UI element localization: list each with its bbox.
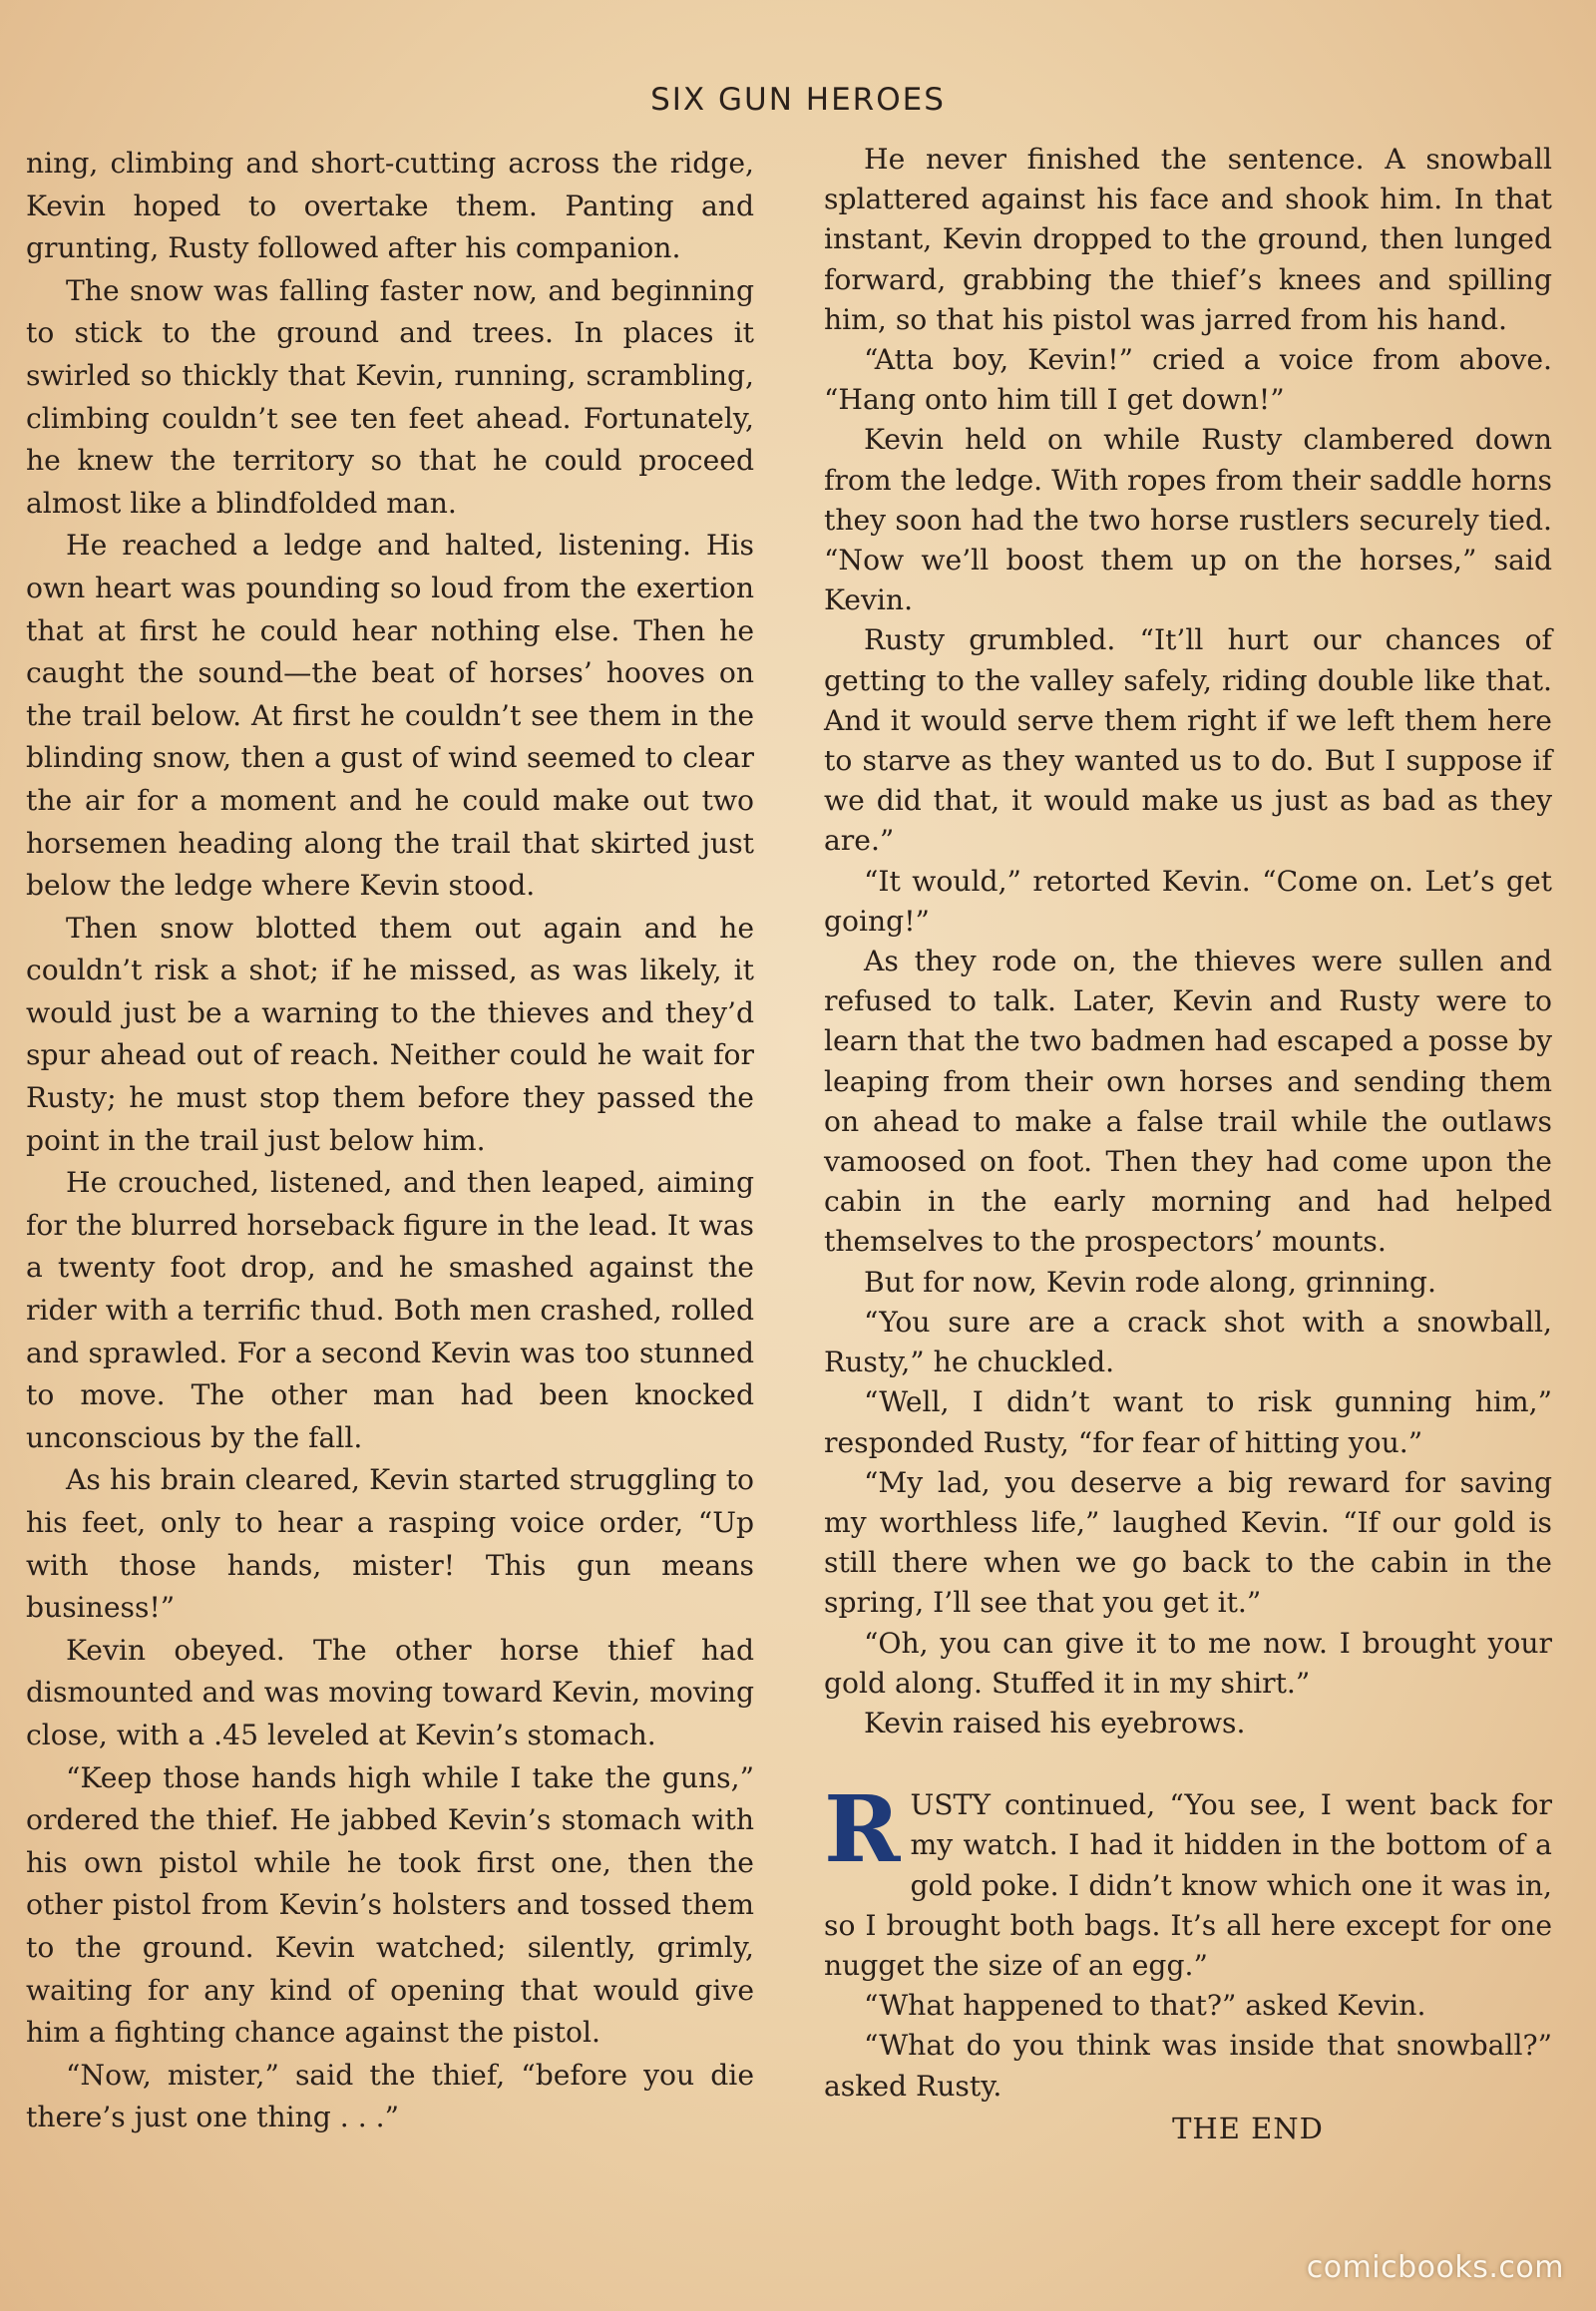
paragraph: As his brain cleared, Kevin started struggling to his feet, only to hear a rasping voice order, “Up with those hands, mister! This gun means business!” [26, 1463, 754, 1625]
paragraph: “Atta boy, Kevin!” cried a voice from above. “Hang onto him till I get down!” [824, 343, 1552, 417]
paragraph: He never finished the sentence. A snowball splattered against his face and shook him. In that instant, Kevin dropped to the ground, then lunged forward, grabbing the thief’s knees and spilling him, so that his pistol was jarred from his hand. [824, 143, 1552, 336]
paragraph: Then snow blotted them out again and he couldn’t risk a shot; if he missed, as was likely, it would just be a warning to the thieves and they’d spur ahead out of reach. Neither could he wait for Rusty; he must stop them before they passed the point in the trail just below him. [26, 911, 754, 1157]
paragraph: Kevin held on while Rusty clambered down from the ledge. With ropes from their saddle horns they soon had the two horse rustlers securely tied. “Now we’ll boost them up on the horses,” said Kevin. [824, 423, 1553, 617]
paragraph: “What happened to that?” asked Kevin. [864, 1989, 1426, 2023]
page-title: SIX GUN HEROES [650, 82, 946, 118]
paragraph: “Keep those hands high while I take the guns,” ordered the thief. He jabbed Kevin’s stomach with his own pistol while he took first one, then the other pistol from Kevin’s holsters and tossed them to the ground. Kevin watched; silently, grimly, waiting for any kind of opening that would give him a fighting chance against the pistol. [26, 1760, 754, 2050]
paragraph: ning, climbing and short-cutting across the ridge, Kevin hoped to overtake them. Panting and grunting, Rusty followed after his companion. [26, 147, 754, 265]
paragraph: He reached a ledge and halted, listening. His own heart was pounding so loud from the exertion that at first he could hear nothing else. Then he caught the sound—the beat of horses’ hooves on the trail below. At first he couldn’t see them in the blinding snow, then a gust of wind seemed to clear the air for a moment and he could make out two horsemen heading along the trail that skirted just below the ledge where Kevin stood. [26, 529, 754, 903]
paragraph: Rusty grumbled. “It’ll hurt our chances of getting to the valley safely, riding double like that. And it would serve them right if we left them here to starve as they wanted us to do. But I suppose if we did that, it would make us just as bad as they are.” [824, 623, 1552, 858]
paragraph: “What do you think was inside that snowball?” asked Rusty. [824, 2029, 1552, 2103]
paragraph: But for now, Kevin rode along, grinning. [864, 1265, 1436, 1299]
paragraph: “My lad, you deserve a big reward for saving my worthless life,” laughed Kevin. “If our gold is still there when we go back to the cabin in the spring, I’ll see that you get it.” [824, 1465, 1552, 1620]
paragraph: “Oh, you can give it to me now. I brought your gold along. Stuffed it in my shirt.” [824, 1626, 1552, 1700]
right-text-column [824, 140, 1552, 2148]
drop-cap-initial: R [824, 1775, 901, 1884]
paragraph: Kevin raised his eyebrows. [864, 1706, 1246, 1739]
dropcap-paragraph-text: USTY continued, “You see, I went back for my watch. I had it hidden in the bottom of a gold poke. I didn’t know which one it was in, so I brought both bags. It’s all here except for one nugget the size of an egg.” [824, 1788, 1552, 1982]
site-watermark: comicbooks.com [1306, 2250, 1564, 2285]
paragraph: “Now, mister,” said the thief, “before you die there’s just one thing . . .” [26, 2058, 754, 2134]
dropcap-paragraph [824, 1775, 1552, 1986]
paragraph: As they rode on, the thieves were sullen and refused to talk. Later, Kevin and Rusty were to learn that the two badmen had escaped a posse by leaping from their own horses and sending them on ahead to make a false trail while the outlaws vamoosed on foot. Then they had come upon the cabin in the early morning and had helped themselves to the prospectors’ mounts. [824, 945, 1552, 1259]
paragraph: “Well, I didn’t want to risk gunning him,” responded Rusty, “for fear of hitting you.” [824, 1385, 1552, 1459]
left-text-column [26, 143, 754, 2139]
paragraph: The snow was falling faster now, and beginning to stick to the ground and trees. In places it swirled so thickly that Kevin, running, scrambling, climbing couldn’t see ten feet ahead. Fortunately, he knew the territory so that he could proceed almost like a blindfolded man. [26, 273, 754, 520]
paragraph: He crouched, listened, and then leaped, aiming for the blurred horseback figure in the lead. It was a twenty foot drop, and he smashed against the rider with a terrific thud. Both men crashed, rolled and sprawled. For a second Kevin was too stunned to move. The other man had been knocked unconscious by the fall. [26, 1166, 754, 1454]
the-end-label: THE END [1172, 2111, 1324, 2145]
paragraph: “It would,” retorted Kevin. “Come on. Let’s get going!” [824, 864, 1552, 938]
paragraph: Kevin obeyed. The other horse thief had dismounted and was moving toward Kevin, moving close, with a .45 leveled at Kevin’s stomach. [26, 1633, 754, 1751]
paragraph: “You sure are a crack shot with a snowball, Rusty,” he chuckled. [824, 1305, 1552, 1379]
